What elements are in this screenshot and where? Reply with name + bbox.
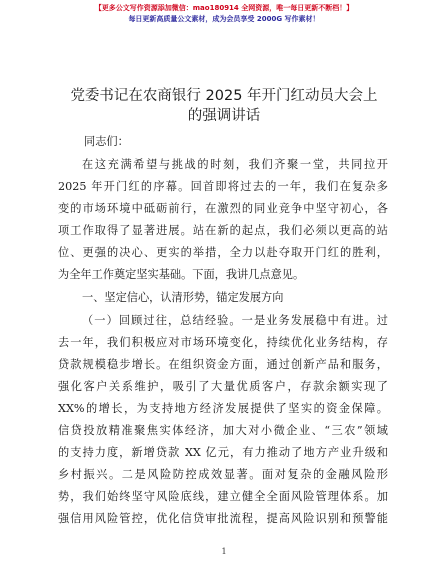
- body-line: 强化客户关系维护，吸引了大量优质客户，存款余额实现了: [58, 380, 388, 393]
- section-heading: 一、坚定信心，认清形势，锚定发展方向: [82, 291, 284, 304]
- promo-banner: 【更多公文写作资源添加微信：mao180914 全网资源，唯一每日更新不断档！】: [94, 4, 354, 12]
- body-line: 2025 年开门红的序幕。回首即将过去的一年，我们在复杂多: [58, 180, 388, 193]
- body-line: （一）回顾过往，总结经验。一是业务发展稳中有进。过: [82, 314, 388, 327]
- body-line: 强信用风险管控，优化信贷审批流程，提高风险识别和预警能: [58, 512, 388, 525]
- body-line: 在这充满希望与挑战的时刻，我们齐聚一堂，共同拉开: [82, 158, 388, 171]
- body-line: 贷款规模稳步增长。在组织资金方面，通过创新产品和服务，: [58, 358, 388, 371]
- page-number: 1: [221, 547, 227, 556]
- body-line: 位、更强的决心、更实的举措，全力以赴夺取开门红的胜利，: [58, 246, 388, 259]
- body-line: 去一年，我们积极应对市场环境变化，持续优化业务结构，存: [58, 336, 388, 349]
- body-line: 为全年工作奠定坚实基础。下面，我讲几点意见。: [58, 268, 305, 281]
- body-line: 变的市场环境中砥砺前行，在激烈的同业竞争中坚守初心，各: [58, 202, 388, 215]
- body-line: 信贷投放精准聚焦实体经济，加大对小微企业、“三农”领域: [58, 424, 388, 437]
- body-line: XX%的增长，为支持地方经济发展提供了坚实的资金保障。: [58, 402, 388, 415]
- body-line: 项工作取得了显著进展。站在新的起点，我们必须以更高的站: [58, 224, 388, 237]
- promo-subtitle: 每日更新高质量公文素材，成为会员享受 2000G 写作素材！: [128, 15, 320, 23]
- document-title-line-1: 党委书记在农商银行 2025 年开门红动员大会上: [70, 88, 378, 104]
- greeting: 同志们：: [84, 135, 129, 148]
- body-line: 的支持力度，新增贷款 XX 亿元，有力推动了地方产业升级和: [58, 446, 388, 459]
- document-title-line-2: 的强调讲话: [187, 108, 261, 124]
- body-line: 乡村振兴。二是风险防控成效显著。面对复杂的金融风险形: [58, 468, 388, 481]
- body-line: 势，我们始终坚守风险底线，建立健全全面风险管理体系。加: [58, 490, 388, 503]
